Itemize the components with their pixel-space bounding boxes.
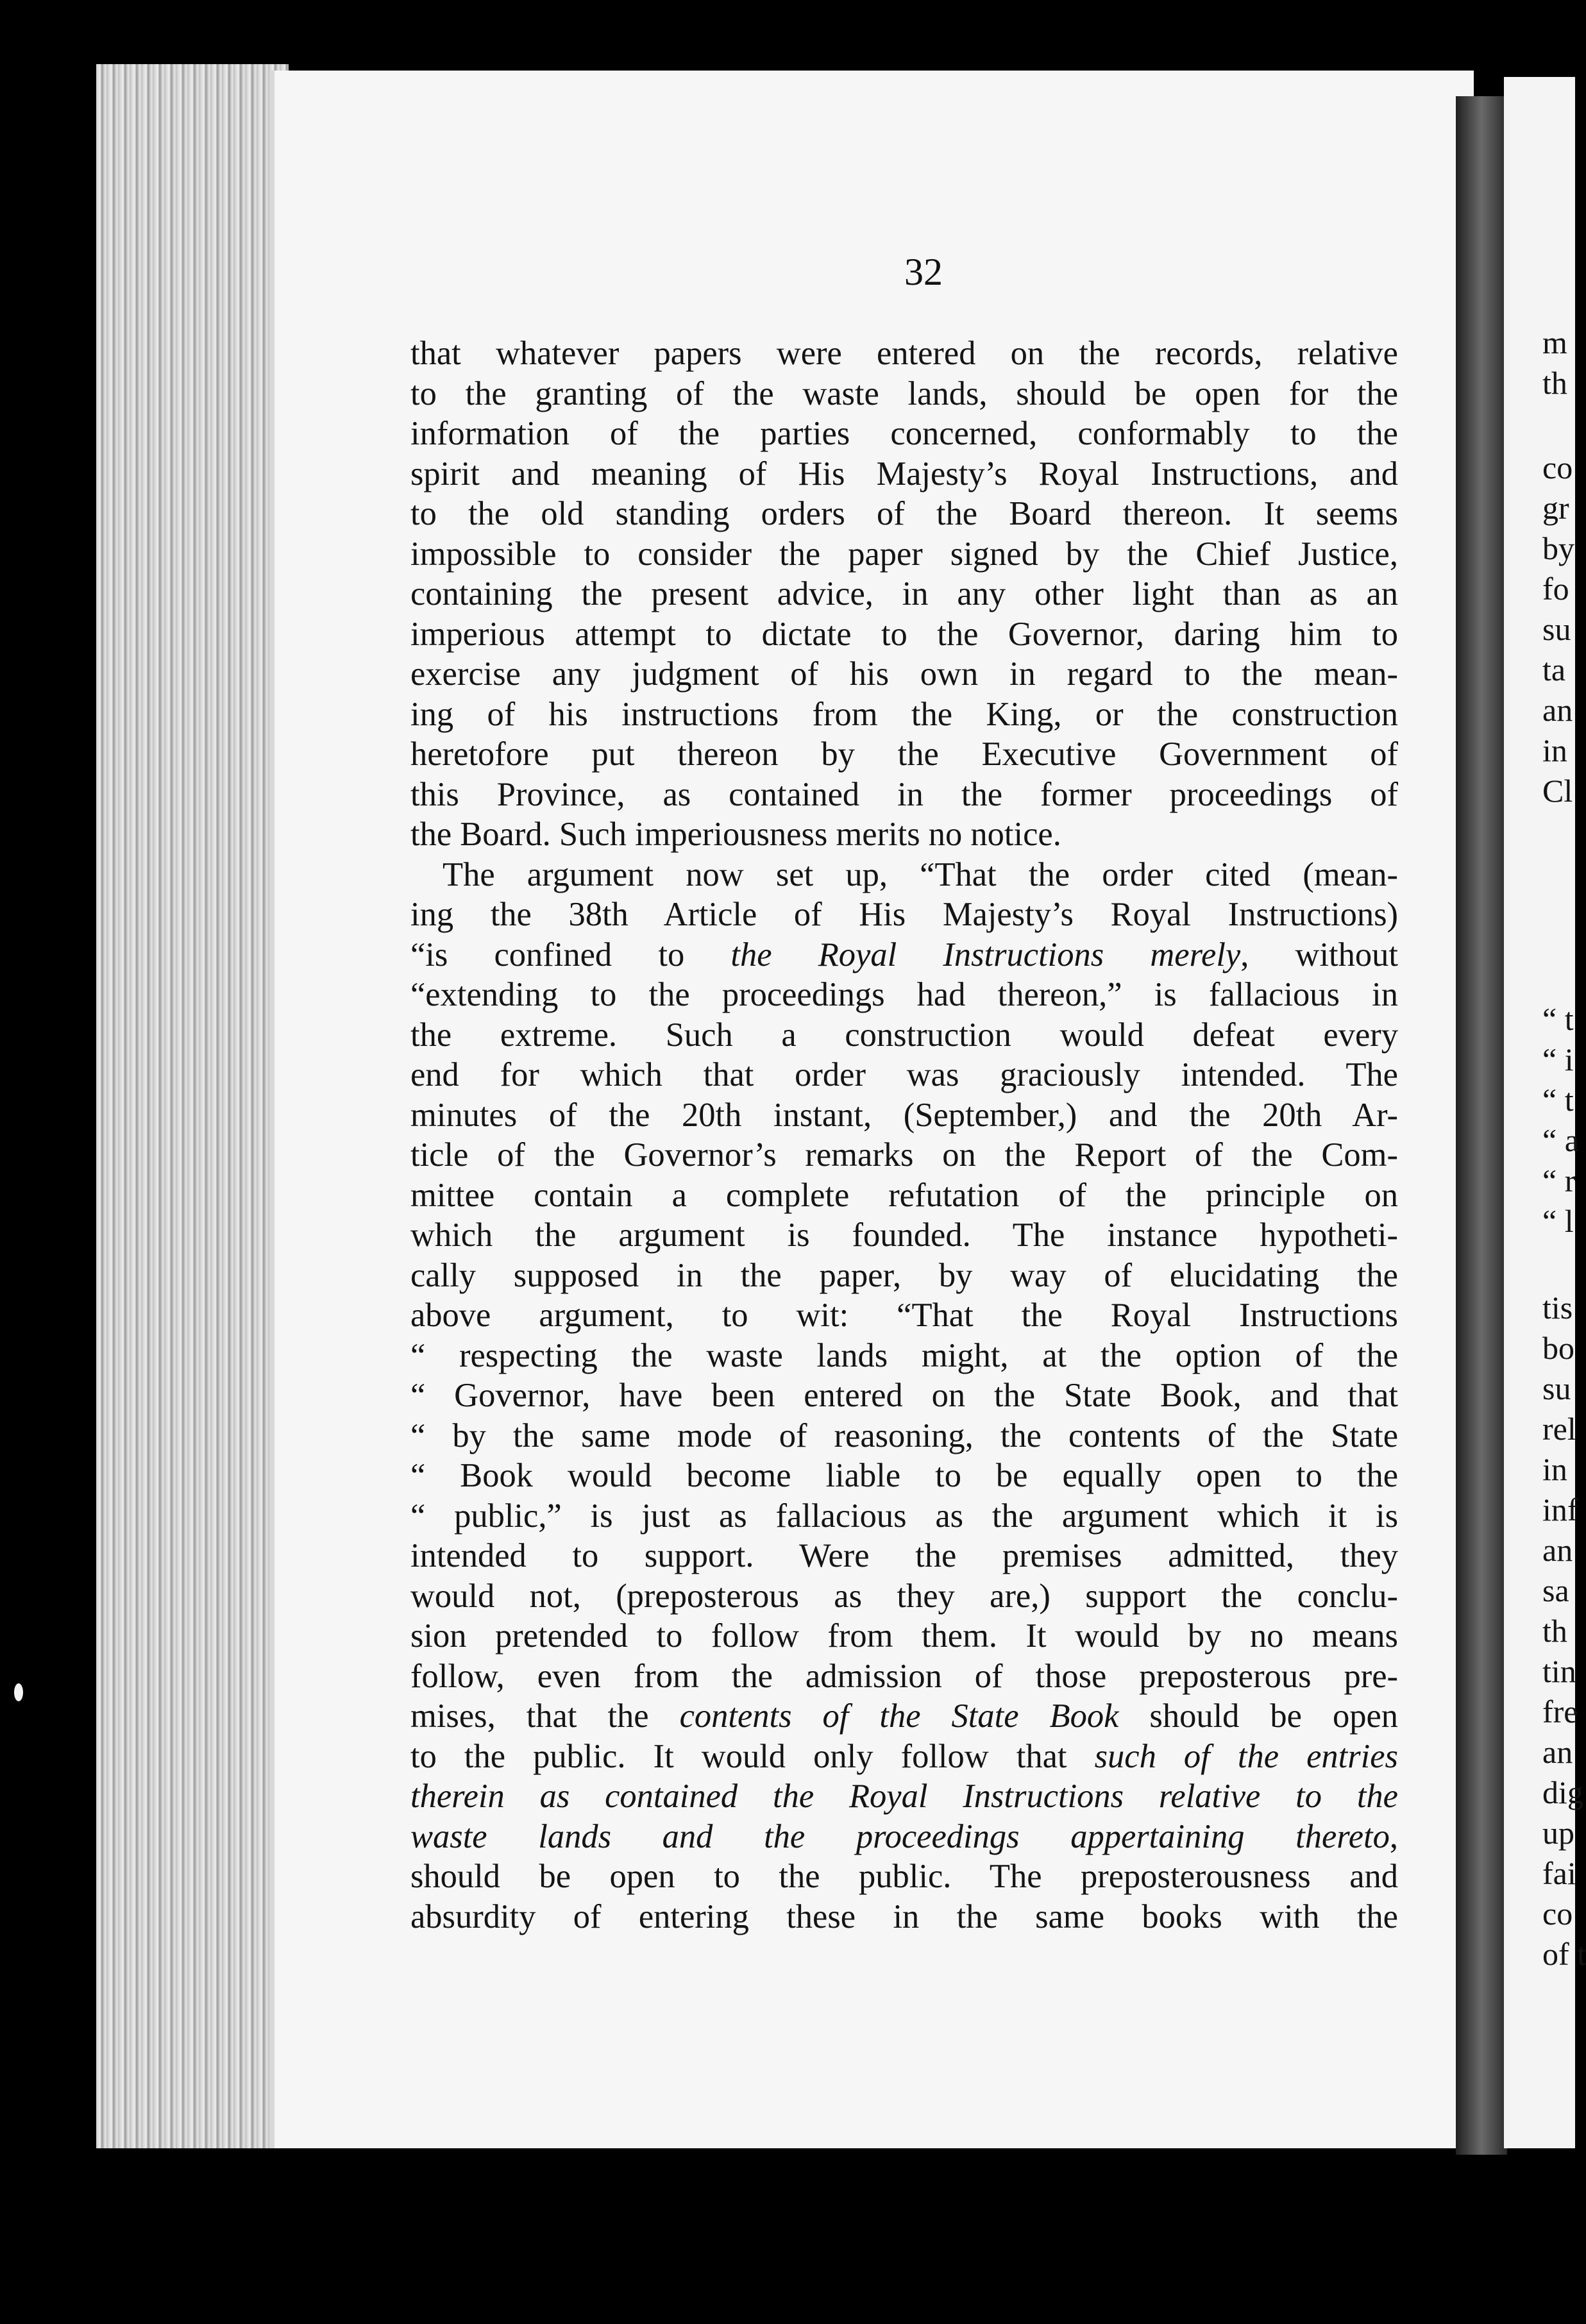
text-line xyxy=(410,695,1398,735)
text-segment: should be open xyxy=(1118,1697,1399,1735)
text-line xyxy=(410,935,1398,975)
text-segment: that whatever papers were entered on the records, relative xyxy=(410,335,1398,372)
text-line xyxy=(410,1175,1398,1216)
facing-page-fragment: in xyxy=(1542,1451,1567,1487)
facing-page-fragment: “ t xyxy=(1542,1001,1574,1037)
text-line xyxy=(410,414,1398,454)
text-line xyxy=(410,1737,1398,1777)
text-line xyxy=(410,1055,1398,1095)
text-segment: impossible to consider the paper signed by the Chief Justice, xyxy=(410,535,1398,573)
text-segment: to the public. It would only follow that xyxy=(410,1737,1095,1775)
facing-page-fragment: dig xyxy=(1542,1774,1583,1810)
text-segment: the extreme. Such a construction would defeat every xyxy=(410,1016,1398,1054)
text-segment: mittee contain a complete refutation of the principle on xyxy=(410,1176,1398,1214)
text-segment: this Province, as contained in the former proceedings of xyxy=(410,775,1398,813)
text-line xyxy=(410,1015,1398,1056)
facing-page-fragment: bo xyxy=(1542,1330,1574,1366)
text-line xyxy=(410,494,1398,534)
text-segment: , without xyxy=(1240,936,1398,973)
facing-page-fragment: sa xyxy=(1542,1572,1569,1608)
facing-page-fragment: fai xyxy=(1542,1855,1576,1891)
text-segment: containing the present advice, in any other light than as an xyxy=(410,575,1398,612)
text-segment: , xyxy=(1389,1817,1398,1855)
facing-page-fragment: in xyxy=(1542,732,1567,768)
text-line xyxy=(410,333,1398,374)
text-line xyxy=(410,1576,1398,1617)
book-gutter xyxy=(1456,96,1507,2155)
text-segment: “extending to the proceedings had thereon,” is fallacious in xyxy=(410,976,1398,1013)
text-segment: minutes of the 20th instant, (September,) and the 20th Ar- xyxy=(410,1096,1398,1134)
facing-page-fragment: su xyxy=(1542,1370,1571,1406)
text-segment: mises, that the xyxy=(410,1697,680,1735)
italic-text: such of the entries xyxy=(1094,1737,1398,1775)
facing-page-fragment: tis xyxy=(1542,1290,1573,1326)
facing-page-fragment: an xyxy=(1542,1734,1573,1770)
text-segment: “ Governor, have been entered on the State Book, and that xyxy=(410,1377,1398,1414)
text-line xyxy=(410,454,1398,494)
text-line xyxy=(410,855,1398,895)
text-line xyxy=(410,1416,1398,1456)
text-segment: exercise any judgment of his own in regard to the mean- xyxy=(410,655,1398,693)
facing-page-fragment: m xyxy=(1542,324,1567,360)
text-line xyxy=(410,1456,1398,1496)
text-segment: which the argument is founded. The instance hypotheti- xyxy=(410,1217,1398,1254)
facing-page-fragment: co xyxy=(1542,1896,1573,1932)
text-line xyxy=(410,775,1398,815)
text-line xyxy=(410,1857,1398,1897)
text-line xyxy=(410,1897,1398,1937)
text-line xyxy=(410,1616,1398,1656)
text-line xyxy=(410,1095,1398,1136)
text-line xyxy=(410,374,1398,414)
text-line xyxy=(410,1696,1398,1737)
text-segment: “ public,” is just as fallacious as the argument which it is xyxy=(410,1497,1398,1535)
text-line xyxy=(410,534,1398,575)
text-segment: information of the parties concerned, conformably to the xyxy=(410,415,1398,452)
text-line xyxy=(410,1817,1398,1857)
page-edges xyxy=(96,64,289,2148)
italic-text: therein as contained the Royal Instructions relative to the xyxy=(410,1778,1398,1815)
italic-text: the Royal Instructions merely xyxy=(730,936,1241,973)
text-line xyxy=(410,1656,1398,1697)
facing-page-fragment: ta xyxy=(1542,652,1566,687)
text-line xyxy=(410,1215,1398,1256)
facing-page-fragment: “ r xyxy=(1542,1163,1576,1199)
text-segment: “ Book would become liable to be equally open to the xyxy=(410,1457,1398,1494)
text-segment: The argument now set up, “That the order cited (mean- xyxy=(443,855,1398,893)
text-line xyxy=(410,1295,1398,1336)
text-segment: ing the 38th Article of His Majesty’s Royal Instructions) xyxy=(410,896,1398,933)
text-segment: spirit and meaning of His Majesty’s Royal Instructions, and xyxy=(410,455,1398,493)
text-segment: to the old standing orders of the Board thereon. It seems xyxy=(410,495,1398,532)
text-line xyxy=(410,1135,1398,1175)
text-line xyxy=(410,1536,1398,1576)
text-line xyxy=(410,975,1398,1015)
text-segment: should be open to the public. The preposterousness and xyxy=(410,1858,1398,1895)
facing-page-fragment: an xyxy=(1542,1532,1573,1568)
facing-page-fragment: th xyxy=(1542,1613,1567,1649)
facing-page-fragment: an xyxy=(1542,692,1573,728)
facing-page-fragment: gr xyxy=(1542,490,1569,526)
text-segment: “is confined to xyxy=(410,936,731,973)
facing-page-fragment: “ l xyxy=(1542,1203,1574,1239)
italic-text: contents of the State Book xyxy=(679,1697,1119,1735)
facing-page-fragment: Cl xyxy=(1542,773,1573,809)
text-segment: cally supposed in the paper, by way of elucidating the xyxy=(410,1256,1398,1294)
facing-page-fragment: th xyxy=(1542,365,1567,401)
text-line xyxy=(410,1496,1398,1537)
text-segment: heretofore put thereon by the Executive Government of xyxy=(410,736,1398,773)
facing-page-fragment: su xyxy=(1542,611,1571,647)
italic-text: waste lands and the proceedings appertaining thereto xyxy=(410,1817,1390,1855)
text-line xyxy=(410,1256,1398,1296)
text-line xyxy=(410,895,1398,935)
facing-page-fragment: fo xyxy=(1542,571,1569,607)
body-text xyxy=(410,333,1398,1937)
facing-page-fragment: “ a xyxy=(1542,1122,1579,1158)
text-segment: imperious attempt to dictate to the Governor, daring him to xyxy=(410,615,1398,653)
facing-page-fragment: “ i xyxy=(1542,1041,1574,1077)
text-segment: “ respecting the waste lands might, at the option of the xyxy=(410,1336,1398,1374)
text-line xyxy=(410,654,1398,695)
text-segment: end for which that order was graciously intended. The xyxy=(410,1056,1398,1093)
text-segment: absurdity of entering these in the same books with the xyxy=(410,1898,1398,1935)
facing-page-fragment: “ t xyxy=(1542,1082,1574,1118)
facing-page-fragment: of t xyxy=(1542,1936,1586,1972)
text-segment: intended to support. Were the premises admitted, they xyxy=(410,1537,1398,1574)
facing-page-fragment: by xyxy=(1542,530,1574,566)
text-line xyxy=(410,574,1398,614)
text-segment: follow, even from the admission of those preposterous pre- xyxy=(410,1657,1398,1695)
facing-page-fragment: co xyxy=(1542,450,1573,485)
facing-page-fragment: rel xyxy=(1542,1411,1576,1447)
text-line xyxy=(410,734,1398,775)
text-segment: the Board. Such imperiousness merits no notice. xyxy=(410,816,1061,853)
text-segment: above argument, to wit: “That the Royal Instructions xyxy=(410,1297,1398,1334)
facing-page-fragment: up xyxy=(1542,1815,1574,1851)
text-line xyxy=(410,1376,1398,1416)
facing-page-fragment: tin xyxy=(1542,1653,1576,1689)
page-number: 32 xyxy=(904,251,943,293)
facing-page-fragment: inf xyxy=(1542,1492,1578,1528)
text-segment: ticle of the Governor’s remarks on the Report of the Com- xyxy=(410,1136,1398,1174)
text-line xyxy=(410,1776,1398,1817)
text-segment: would not, (preposterous as they are,) support the conclu- xyxy=(410,1577,1398,1615)
scan-mark xyxy=(14,1683,23,1701)
text-segment: ing of his instructions from the King, or the construction xyxy=(410,695,1398,733)
text-segment: to the granting of the waste lands, should be open for the xyxy=(410,375,1398,412)
facing-page-fragment: fre xyxy=(1542,1694,1578,1730)
text-segment: “ by the same mode of reasoning, the contents of the State xyxy=(410,1417,1398,1454)
text-line xyxy=(410,814,1398,855)
text-line xyxy=(410,614,1398,655)
text-line xyxy=(410,1336,1398,1376)
text-segment: sion pretended to follow from them. It would by no means xyxy=(410,1617,1398,1655)
